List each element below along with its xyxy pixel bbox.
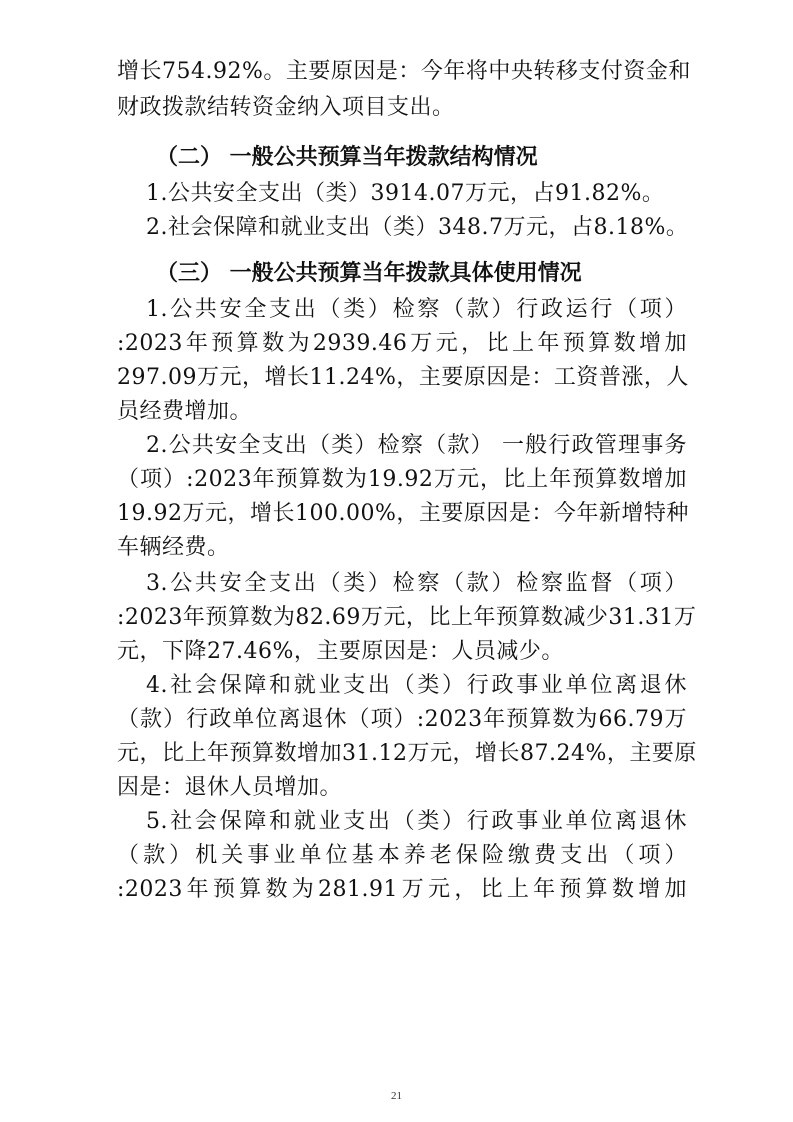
intro-line-1: 增长754.92%。主要原因是：今年将中央转移支付资金和 (117, 59, 691, 84)
section-3-heading: （三） 一般公共预算当年拨款具体使用情况 (156, 261, 582, 286)
item-2-line-4: 车辆经费。 (117, 535, 230, 560)
item-3-line-2: :2023年预算数为82.69万元，比上年预算数减少31.31万 (117, 605, 697, 630)
item-4-line-3: 元，比上年预算数增加31.12万元，增长87.24%，主要原 (117, 741, 697, 766)
section-2-item-2: 2.社会保障和就业支出（类）348.7万元，占8.18%。 (146, 215, 689, 240)
item-5-line-1: 5.社会保障和就业支出（类）行政事业单位离退休 (146, 809, 687, 834)
item-1-line-4: 员经费增加。 (117, 399, 253, 424)
item-4-line-4: 因是：退休人员增加。 (117, 775, 343, 800)
item-1-line-1: 1.公共安全支出（类）检察（款）行政运行（项） (146, 297, 687, 322)
item-5-line-3: :2023年预算数为281.91万元，比上年预算数增加 (117, 877, 687, 902)
item-2-line-1: 2.公共安全支出（类）检察（款） 一般行政管理事务 (146, 433, 687, 458)
item-1-line-3: 297.09万元，增长11.24%，主要原因是：工资普涨，人 (117, 365, 689, 390)
item-5-line-2: （款）机关事业单位基本养老保险缴费支出（项） (117, 843, 687, 868)
item-4-line-2: （款）行政单位离退休（项）:2023年预算数为66.79万 (117, 707, 687, 732)
item-4-line-1: 4.社会保障和就业支出（类）行政事业单位离退休 (146, 673, 687, 698)
item-3-line-3: 元，下降27.46%，主要原因是：人员减少。 (117, 639, 564, 664)
section-2-heading: （二） 一般公共预算当年拨款结构情况 (156, 145, 538, 170)
page-number: 21 (391, 1090, 402, 1102)
item-2-line-3: 19.92万元，增长100.00%，主要原因是：今年新增特种 (117, 501, 689, 526)
intro-line-2: 财政拨款结转资金纳入项目支出。 (117, 95, 455, 120)
item-1-line-2: :2023年预算数为2939.46万元，比上年预算数增加 (117, 331, 687, 356)
section-2-item-1: 1.公共安全支出（类）3914.07万元，占91.82%。 (146, 181, 665, 206)
item-3-line-1: 3.公共安全支出（类）检察（款）检察监督（项） (146, 571, 687, 596)
item-2-line-2: （项）:2023年预算数为19.92万元，比上年预算数增加 (117, 467, 687, 492)
